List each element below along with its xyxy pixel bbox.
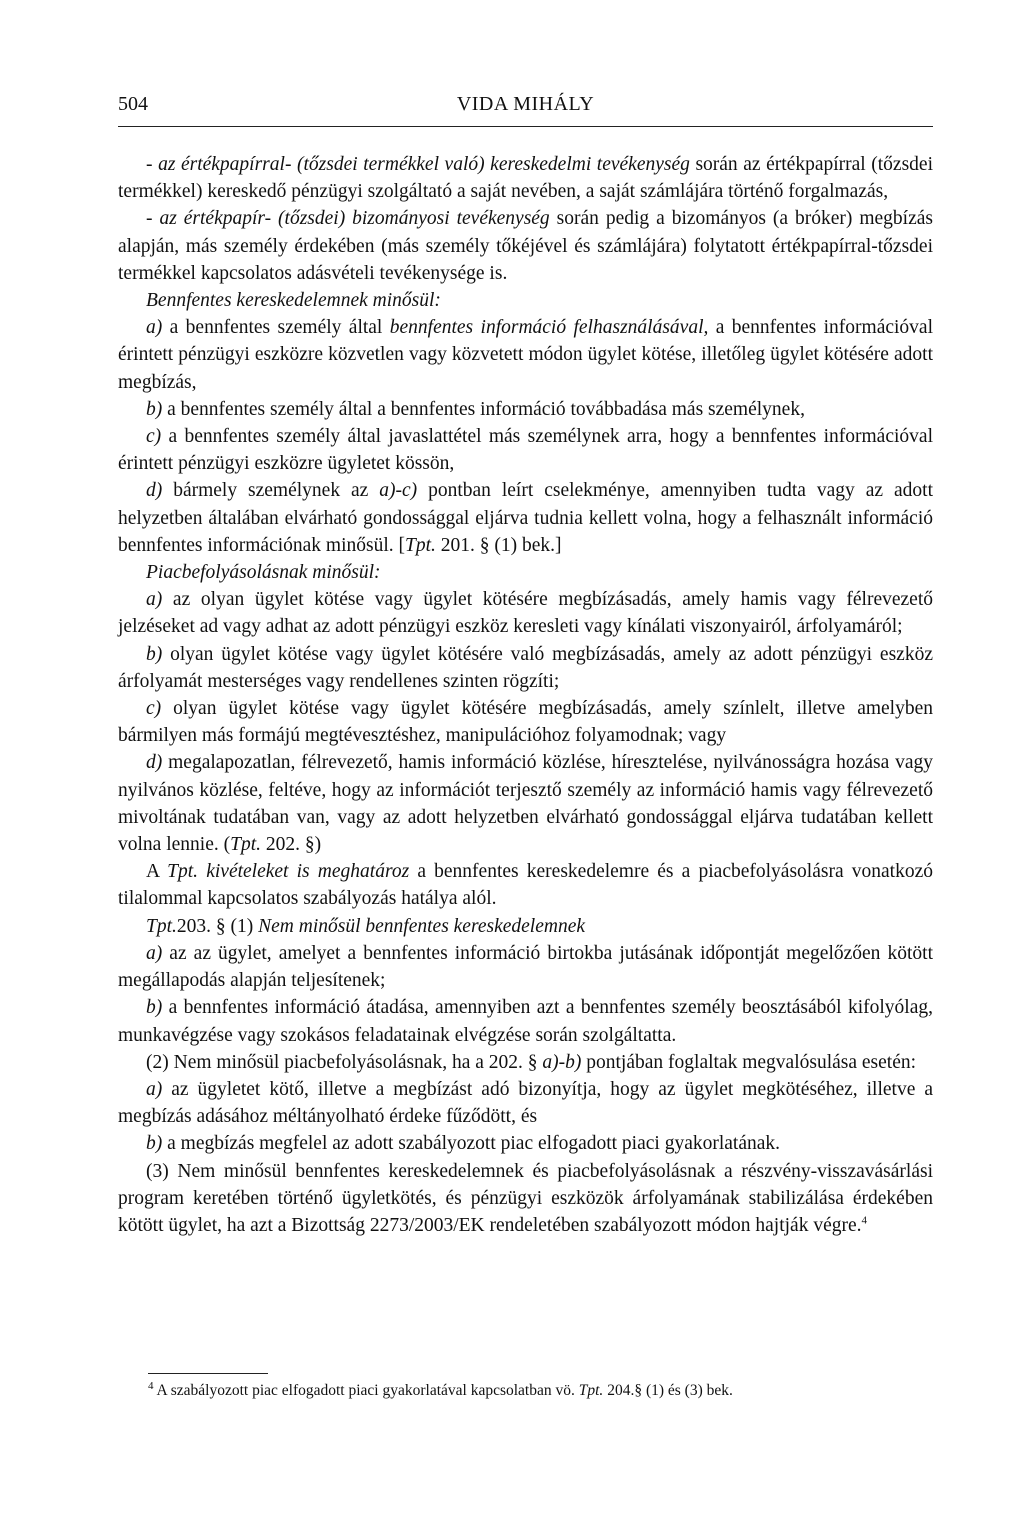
page-number: 504 (118, 93, 148, 115)
paragraph: - az értékpapírral- (tőzsdei termékkel való) kereskedelmi tevékenység során az értékpapírral (tőzsdei termékkel) kereskedő pénzügyi szolgáltató a saját nevében, a saját számlájára történő forgalmazás, (118, 154, 934, 203)
footnote-rule (148, 1373, 268, 1374)
list-item: c) olyan ügylet kötése vagy ügylet kötésére megbízásadás, amely színlelt, illetve amelyben bármilyen más formájú megtévesztéshez, manipulációhoz folyamodnak; vagy (118, 698, 933, 747)
body-text (118, 151, 933, 1239)
list-item: b) a megbízás megfelel az adott szabályozott piac elfogadott piaci gyakorlatának. (146, 1133, 781, 1155)
header-rule (118, 126, 933, 127)
paragraph: (2) Nem minősül piacbefolyásolásnak, ha a 202. § a)-b) pontjában foglaltak megvalósulása esetén: (146, 1051, 917, 1073)
list-item: b) a bennfentes személy által a bennfentes információ továbbadása más személynek, (146, 398, 805, 420)
paragraph: - az értékpapír- (tőzsdei) bizományosi tevékenység során pedig a bizományos (a bróker) megbízás alapján, más személy érdekében (más személy tőkéjével és számlájára) folytatott értékpapírral-tőzsdei termékkel kapcsolatos adásvételi tevékenysége is. (118, 208, 933, 284)
list-item: a) az az ügylet, amelyet a bennfentes információ birtokba jutásának időpontját megelőzően kötött megállapodás alapján teljesítenek; (118, 942, 933, 992)
paragraph: A Tpt. kivételeket is meghatároz a bennfentes kereskedelemre és a piacbefolyásolásra vonatkozó tilalommal kapcsolatos szabályozás hatálya alól. (118, 861, 933, 910)
list-item: b) olyan ügylet kötése vagy ügylet kötésére való megbízásadás, amely az adott pénzügyi eszköz árfolyamát mesterséges vagy rendellenes szinten rögzíti; (118, 643, 933, 692)
list-item: a) az ügyletet kötő, illetve a megbízást adó bizonyítja, hogy az ügylet megkötéséhez, illetve a megbízás adásához méltányolható érdeke fűződött, és (118, 1078, 933, 1128)
list-item: d) bármely személynek az a)-c) pontban leírt cselekménye, amennyiben tudta vagy az adott helyzetben általában elvárható gondossággal eljárva tudnia kellett volna, hogy a felhasznált információ bennfentes információnak minősül. [Tpt. 201. § (1) bek.] (118, 480, 933, 556)
list-item: a) az olyan ügylet kötése vagy ügylet kötésére megbízásadás, amely hamis vagy félrevezető jelzéseket ad vagy adhat az adott pénzügyi eszköz keresleti vagy kínálati viszonyairól, árfolyamáról; (118, 589, 933, 638)
section-heading: Piacbefolyásolásnak minősül: (146, 562, 381, 584)
list-item: c) a bennfentes személy által javaslattétel más személynek arra, hogy a bennfentes információval érintett pénzügyi eszközre ügyletet kössön, (118, 426, 933, 475)
footnote-marker: 4 (148, 1379, 154, 1392)
page-header (118, 90, 933, 118)
list-item: d) megalapozatlan, félrevezető, hamis információ közlése, híresztelése, nyilvánosságra hozása vagy nyilvános közlése, feltéve, hogy az információt terjesztő személy az információ hamis vagy félrevezető mivoltának tudatában van, vagy az adott helyzetben elvárható gondossággal eljárva tudatában kellett volna lennie. (Tpt. 202. §) (118, 752, 933, 856)
paragraph: Tpt.203. § (1) Nem minősül bennfentes kereskedelemnek (146, 915, 586, 937)
section-heading: Bennfentes kereskedelemnek minősül: (146, 290, 441, 312)
list-item: b) a bennfentes információ átadása, amennyiben azt a bennfentes személy beosztásából kifolyólag, munkavégzése vagy szokásos feladatainak elvégzése során szolgáltatta. (118, 997, 933, 1046)
running-head: VIDA MIHÁLY (456, 93, 595, 115)
paragraph: (3) Nem minősül bennfentes kereskedelemnek és piacbefolyásolásnak a részvény-visszavásárlási program keretében történő ügyletkötés, és pénzügyi eszközök árfolyamának stabilizálása érdekében kötött ügylet, ha azt a Bizottság 2273/2003/EK rendeletében szabályozott módon hajtják végre.$^4$ (118, 1160, 933, 1236)
footnote-reference: 4 (861, 1214, 867, 1227)
footnote: $^4$ A szabályozott piac elfogadott piaci gyakorlatával kapcsolatban vö. Tpt. 204.§ (1) és (3) bek. (148, 1379, 733, 1399)
list-item: a) a bennfentes személy által bennfentes információ felhasználásával, a bennfentes információval érintett pénzügyi eszközre közvetlen vagy közvetett módon ügylet kötése, illetőleg ügylet kötésére adott megbízás, (118, 317, 934, 393)
